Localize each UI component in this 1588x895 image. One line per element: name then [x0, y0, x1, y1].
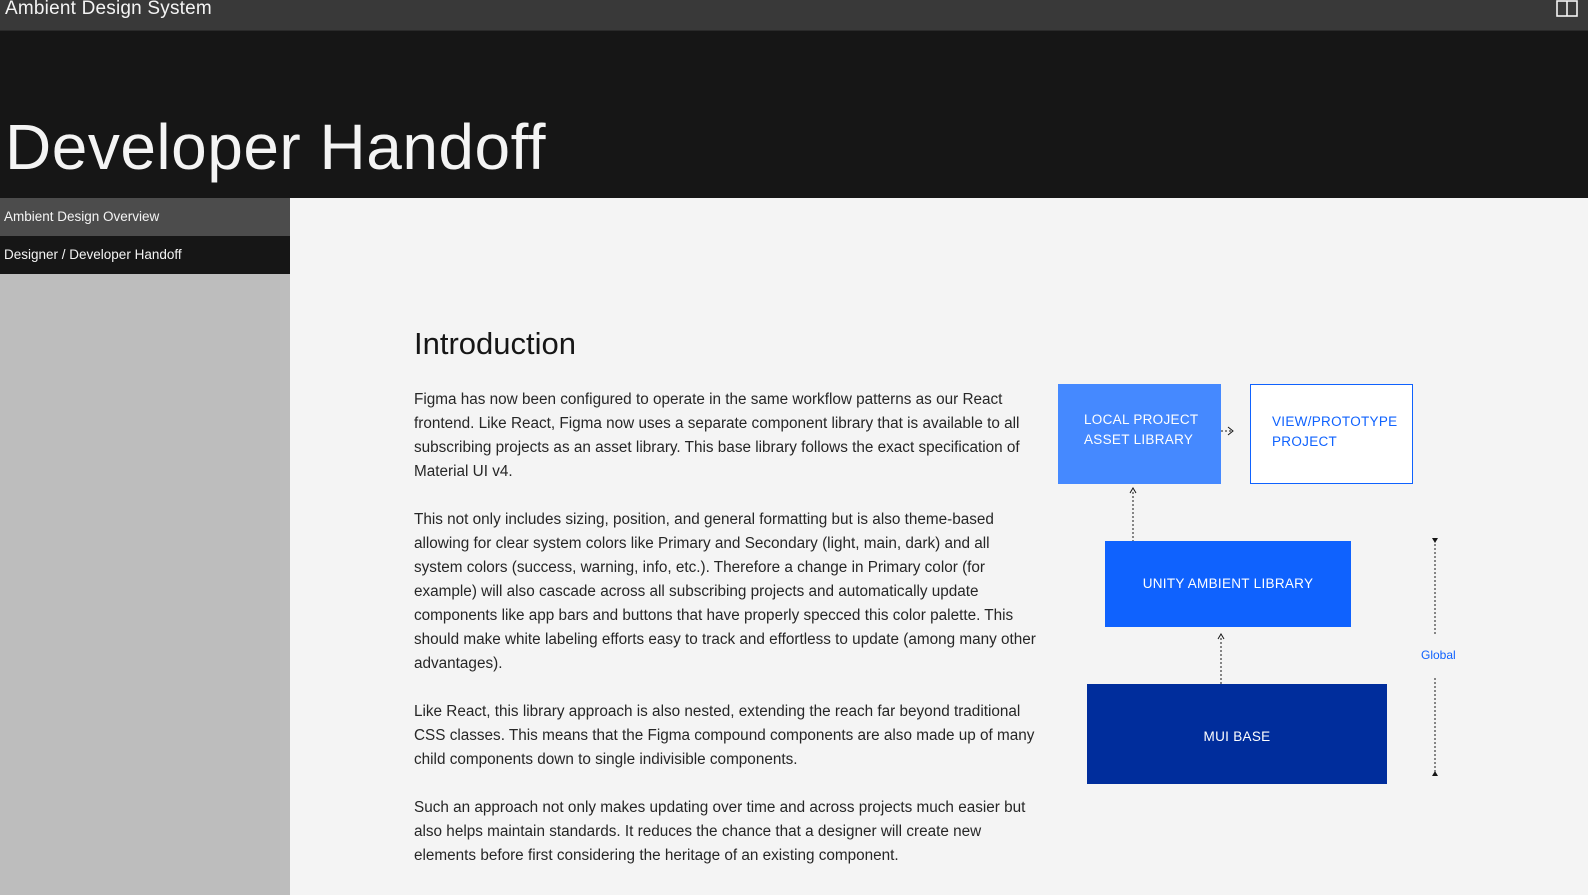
local-label-line2: ASSET LIBRARY — [1084, 432, 1194, 447]
paragraph: Such an approach not only makes updating over time and across projects much easier but also helps maintain standards. It reduces the chance that a designer will create new elements before first considering the heritage of an existing component. — [414, 799, 1026, 864]
split-view-icon[interactable] — [1556, 0, 1578, 18]
view-prototype-project-box — [1250, 384, 1413, 484]
sidebar-item-handoff[interactable]: Designer / Developer Handoff — [0, 236, 290, 274]
top-bar — [0, 0, 1588, 31]
sidebar — [0, 198, 290, 895]
intro-body — [414, 388, 1040, 892]
arrow-mui-to-unity-head — [1218, 634, 1224, 639]
paragraph: Like React, this library approach is also nested, extending the reach far beyond traditional CSS classes. This means that the Figma compound components are also made up of many child components down to single indivisible components. — [414, 703, 1035, 768]
global-label: Global — [1421, 648, 1456, 662]
local-project-asset-library-box — [1058, 384, 1221, 484]
global-range-bottom-cap — [1432, 771, 1438, 776]
section-heading: Introduction — [414, 326, 576, 361]
local-label-line1: LOCAL PROJECT — [1084, 412, 1199, 427]
hero-banner — [0, 31, 1588, 198]
unity-ambient-library-box: UNITY AMBIENT LIBRARY — [1105, 541, 1351, 627]
sidebar-item-overview[interactable]: Ambient Design Overview — [0, 198, 290, 236]
arrow-unity-to-local-head — [1130, 488, 1136, 493]
paragraph: Figma has now been configured to operate in the same workflow patterns as our React frontend. Like React, Figma now uses a separate component library that is available to all subscribing projects as an asset library. This base library follows the exact specification of Material UI v4. — [414, 391, 1020, 480]
mui-base-box: MUI BASE — [1087, 684, 1387, 784]
paragraph: This not only includes sizing, position, and general formatting but is also theme-based allowing for clear system colors like Primary and Secondary (light, main, dark) and all system colors (success, warning, info, etc.). Therefore a change in Primary color (for example) will also cascade across all subscribing projects and automatically update components like app bars and buttons that have properly specced this color palette. This should make white labeling efforts easy to track and effortless to update (among many other advantages). — [414, 511, 1036, 672]
page-title: Developer Handoff — [5, 111, 546, 183]
view-label-line2: PROJECT — [1272, 434, 1338, 449]
app-title: Ambient Design System — [5, 0, 212, 19]
main-content — [290, 198, 1588, 895]
view-label-line1: VIEW/PROTOTYPE — [1272, 414, 1398, 429]
arrow-local-to-view-head — [1228, 427, 1233, 435]
global-range-top-cap — [1432, 538, 1438, 543]
